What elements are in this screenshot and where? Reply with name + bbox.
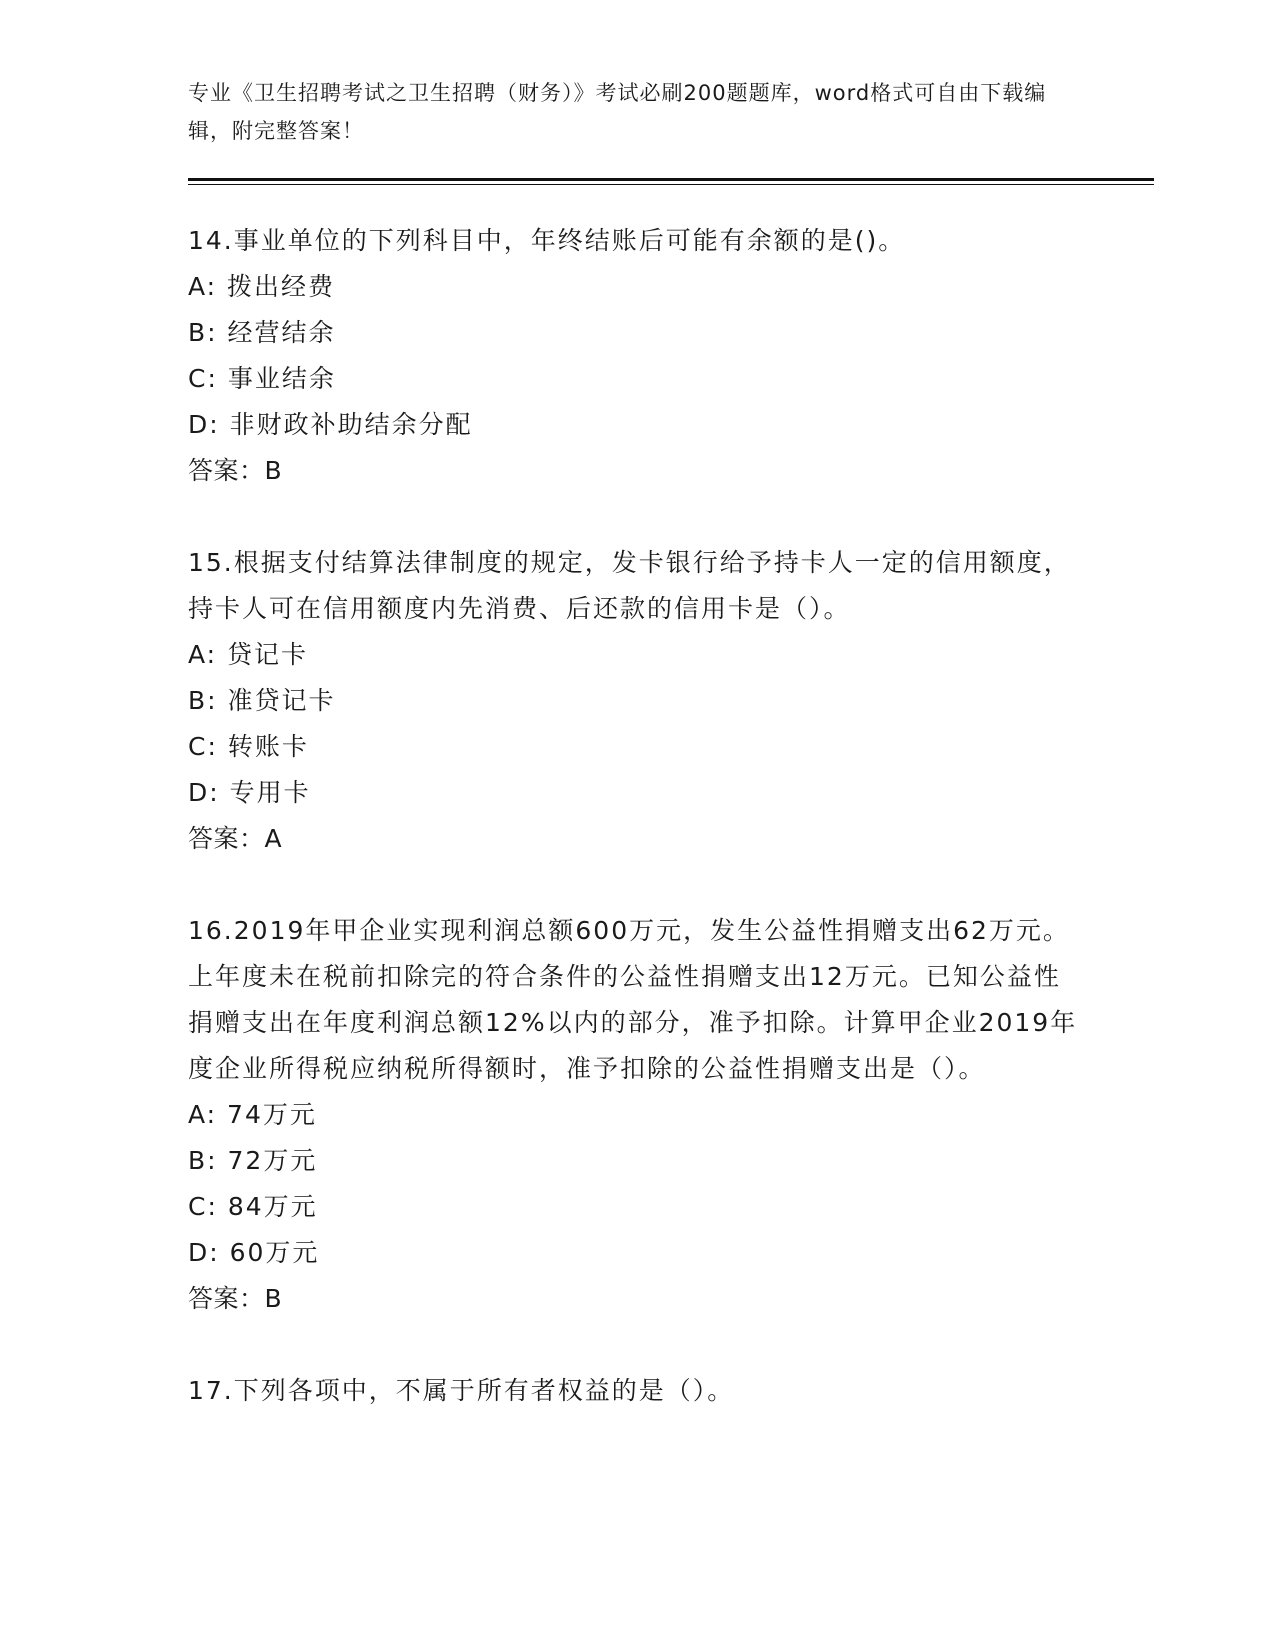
- option-d: D: 专用卡: [188, 778, 311, 807]
- option-b: B: 72万元: [188, 1146, 318, 1175]
- question-stem: 14.事业单位的下列科目中，年终结账后可能有余额的是()。: [188, 226, 906, 255]
- option-c: C: 事业结余: [188, 364, 336, 393]
- option-b: B: 经营结余: [188, 318, 336, 347]
- question-14: [188, 218, 1078, 494]
- option-c: C: 84万元: [188, 1192, 318, 1221]
- answer: 答案：B: [188, 1284, 283, 1313]
- question-15: [188, 540, 1078, 862]
- document-header: 专业《卫生招聘考试之卫生招聘（财务）》考试必刷200题题库，word格式可自由下载编辑，附完整答案！: [188, 81, 1047, 143]
- header-rule-thin: [188, 184, 1154, 185]
- answer: 答案：B: [188, 456, 283, 485]
- option-b: B: 准贷记卡: [188, 686, 336, 715]
- question-16: [188, 908, 1078, 1322]
- question-stem: 16.2019年甲企业实现利润总额600万元，发生公益性捐赠支出62万元。上年度未在税前扣除完的符合条件的公益性捐赠支出12万元。已知公益性捐赠支出在年度利润总额12%以内的部分，准予扣除。计算甲企业2019年度企业所得税应纳税所得额时，准予扣除的公益性捐赠支出是（）。: [188, 916, 1078, 1083]
- option-a: A: 74万元: [188, 1100, 317, 1129]
- option-d: D: 60万元: [188, 1238, 320, 1267]
- question-17: [188, 1368, 1078, 1414]
- header-rule-thick: [188, 178, 1154, 181]
- answer: 答案：A: [188, 824, 283, 853]
- option-a: A: 贷记卡: [188, 640, 309, 669]
- option-c: C: 转账卡: [188, 732, 309, 761]
- option-d: D: 非财政补助结余分配: [188, 410, 473, 439]
- question-stem: 17.下列各项中，不属于所有者权益的是（）。: [188, 1376, 735, 1405]
- option-a: A: 拨出经费: [188, 272, 336, 301]
- question-list: [188, 218, 1078, 1460]
- question-stem: 15.根据支付结算法律制度的规定，发卡银行给予持卡人一定的信用额度，持卡人可在信用额度内先消费、后还款的信用卡是（）。: [188, 548, 1071, 623]
